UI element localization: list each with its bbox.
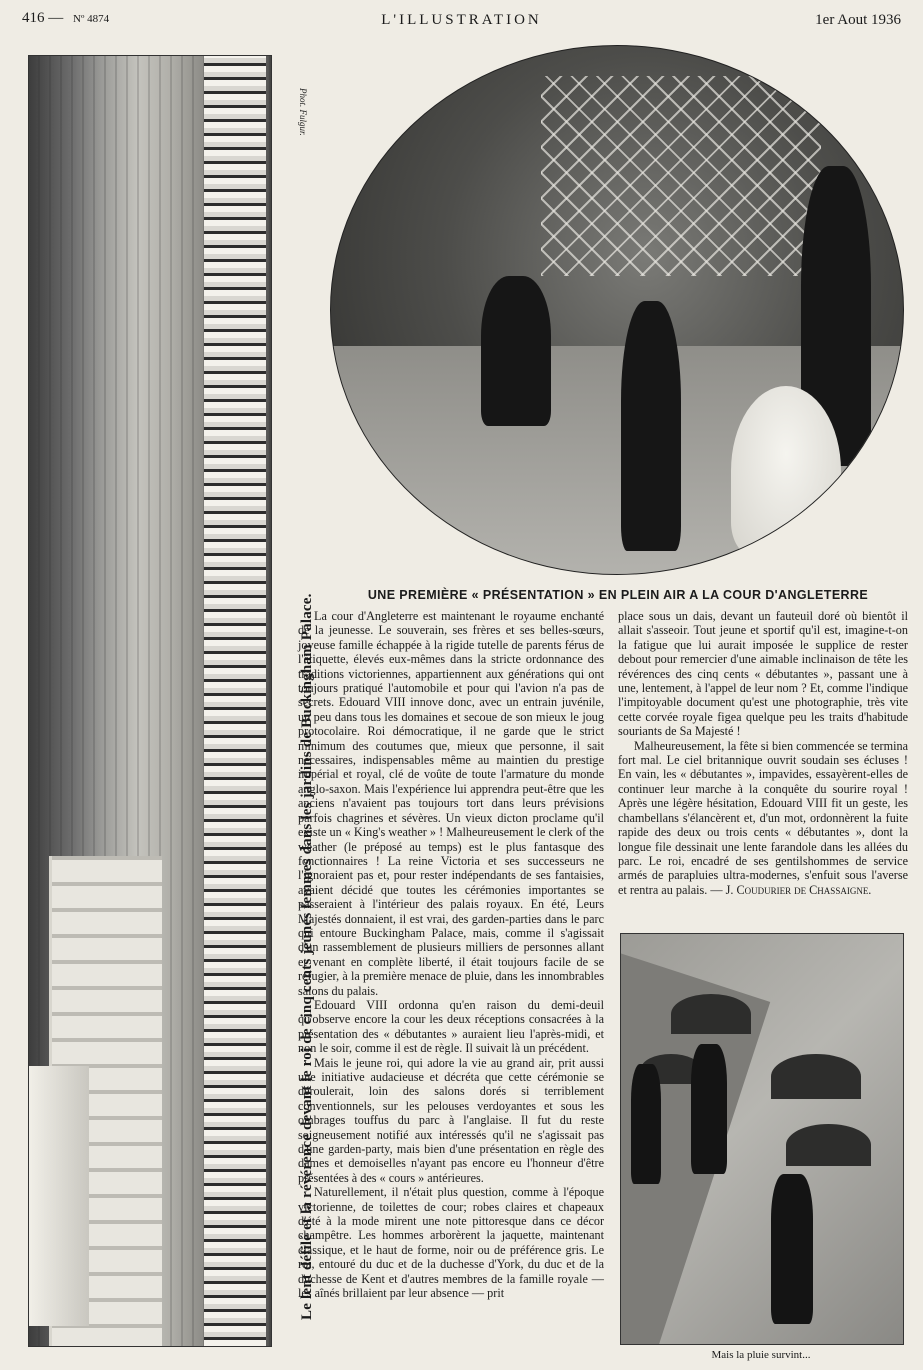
paragraph: Mais le jeune roi, qui adore la vie au grand air, prit aussi une initiative audacieuse et décréta que cette cérémonie se déroulerait, loin des salons dorés si terriblement conventionnels, sur les pelouses verdoyantes et sous les ombrages touffus du parc à l'anglaise. Il fut du reste soigneusement notifié aux intéressés qu'il ne s'agissait pas d'une garden-party, mais bien d'une présentation en règle des dames et demoiselles n'ayant pas encore eu l'honneur d'être présentées à des « cours » antérieures. — [298, 1055, 604, 1185]
masthead: L'ILLUSTRATION — [381, 12, 542, 28]
rain-photo-caption: Mais la pluie survint... — [711, 1349, 811, 1361]
article-column-1 — [298, 609, 604, 1301]
debutante-dress — [731, 386, 841, 556]
king-figure — [481, 276, 551, 426]
page-header — [0, 0, 923, 40]
lattice-backdrop — [541, 76, 821, 276]
paragraph: La cour d'Angleterre est maintenant le royaume enchanté de la jeunesse. Le souverain, ses frères et ses belles-sœurs, joyeuse famille échappée à la rigide tutelle de parents férus de l'étiquette, élevés eux-mêmes dans la stricte ordonnance des traditions victoriennes, appartiennent aux générations qui ont toujours pratiqué l'automobile et pour qui l'avion n'a pas de secrets. Edouard VIII innove donc, avec un entrain juvénile, un peu dans tous les domaines et secoue de son mieux le joug protocolaire. Roi démocratique, il ne garde que le strict minimum des coutumes que, mieux que personne, il sait nécessaires, indispensables même au maintien du prestige impérial et royal, clé de voûte de toute l'armature du monde anglo-saxon. Mais l'expérience lui apprendra peut-être que les anciens n'avaient pas toujours tort dans leurs prévisions parfois chagrines et sévères. Un vieux dicton proclame qu'il existe un « King's weather » ! Malheureusement le clerk of the weather (le préposé au temps) est le plus fantasque des fonctionnaires ! La reine Victoria et ses successeurs ne l'ignoraient pas et, pour rester indépendants de ses fantaisies, avaient décidé que toutes les cérémonies importantes se passeraient à l'intérieur des palais royaux. En été, Leurs Majestés donnaient, il est vrai, des garden-parties dans le parc qui entoure Buckingham Palace, mais, comme il s'agissait d'un rassemblement de plusieurs milliers de personnes allant et venant en complète liberté, il était toujours facile de se réfugier, à la première menace de pluie, dans les innombrables salons du palais. — [298, 609, 604, 998]
issue-date: 1er Aout 1936 — [815, 12, 901, 28]
article-headline: UNE PREMIÈRE « PRÉSENTATION » EN PLEIN AIR A LA COUR D'ANGLETERRE — [367, 588, 869, 602]
royal-presentation-photo — [330, 45, 904, 575]
paragraph: Naturellement, il n'était plus question, comme à l'époque victorienne, de toilettes de cour; robes claires et chapeaux d'été à la mode mirent une note pittoresque dans ce décor champêtre. Les hommes arborèrent la jaquette, maintenant classique, et le haut de forme, noir ou de préférence gris. Le roi, entouré du duc et de la duchesse d'York, du duc et de la duchesse de Kent et d'autres membres de la famille royale — les aînés brillaient par leur absence — prit — [298, 1185, 604, 1301]
article-column-2 — [618, 609, 908, 897]
header-dash: — — [48, 10, 64, 26]
paragraph — [618, 739, 908, 897]
paragraph-text: Malheureusement, la fête si bien commencée se termina fort mal. Le ciel britannique ouvrit soudain ses écluses ! En vain, les « débutantes », impavides, essayèrent-elles de continuer leur marche à la conquête du sourire royal ! Après une légère hésitation, Edouard VIII fit un geste, les chambellans s'élancèrent et, d'un mot, ordonnèrent la fuite rapide des deux ou trois cents « débutantes », dont la longue file dessinait une lente farandole dans les allées du parc. Le roi, encadré de ses gentilshommes de service armés de parapluies ultra-modernes, s'enfuit sous l'averse et rentra au palais. — — [618, 738, 908, 897]
man-figure — [631, 1064, 661, 1184]
issue-number: Nº 4874 — [73, 13, 110, 25]
crowd-line — [204, 56, 266, 1346]
paragraph: place sous un dais, devant un fauteuil doré où bientôt il allait s'asseoir. Tout jeune et sportif qu'il est, imagine-t-on la fatigue que lui aurait imposée le supplice de rester debout pour remercier d'une aimable inclinaison de tête les révérences des cinq cents « débutantes », passant une à une, lentement, à l'appel de leur nom ? Et, comme l'indique l'impitoyable document qu'est une photographie, très vite cette corvée royale figea quelque peu les traits d'habitude souriants de Sa Majesté ! — [618, 609, 908, 739]
man-figure — [691, 1044, 727, 1174]
photo-credit-text: Phot. Fulgur. — [298, 88, 308, 136]
garden-procession-photo — [28, 55, 272, 1347]
tent-canopy — [29, 1066, 89, 1326]
page-number-text: 416 — [22, 10, 45, 26]
paragraph: Edouard VIII ordonna qu'en raison du demi-deuil qu'observe encore la cour les deux réceptions consacrées à la présentation des « débutantes » auraient lieu l'après-midi, et non le soir, comme il est de règle. Il suivait là un précédent. — [298, 997, 604, 1056]
courtier-figure — [621, 301, 681, 551]
umbrella — [671, 994, 751, 1034]
umbrella — [771, 1054, 861, 1099]
man-figure — [771, 1174, 813, 1324]
author-signature: J. Coudurier de Chassaigne. — [725, 882, 872, 897]
left-photo-caption-text: Le lent défilé et la révérence devant le roi de cinq cents jeunes femmes dans les jardins de Buckingham Palace. — [299, 593, 315, 1320]
photo-credit — [296, 88, 326, 148]
umbrella — [786, 1124, 871, 1166]
rain-umbrellas-photo — [620, 933, 904, 1345]
